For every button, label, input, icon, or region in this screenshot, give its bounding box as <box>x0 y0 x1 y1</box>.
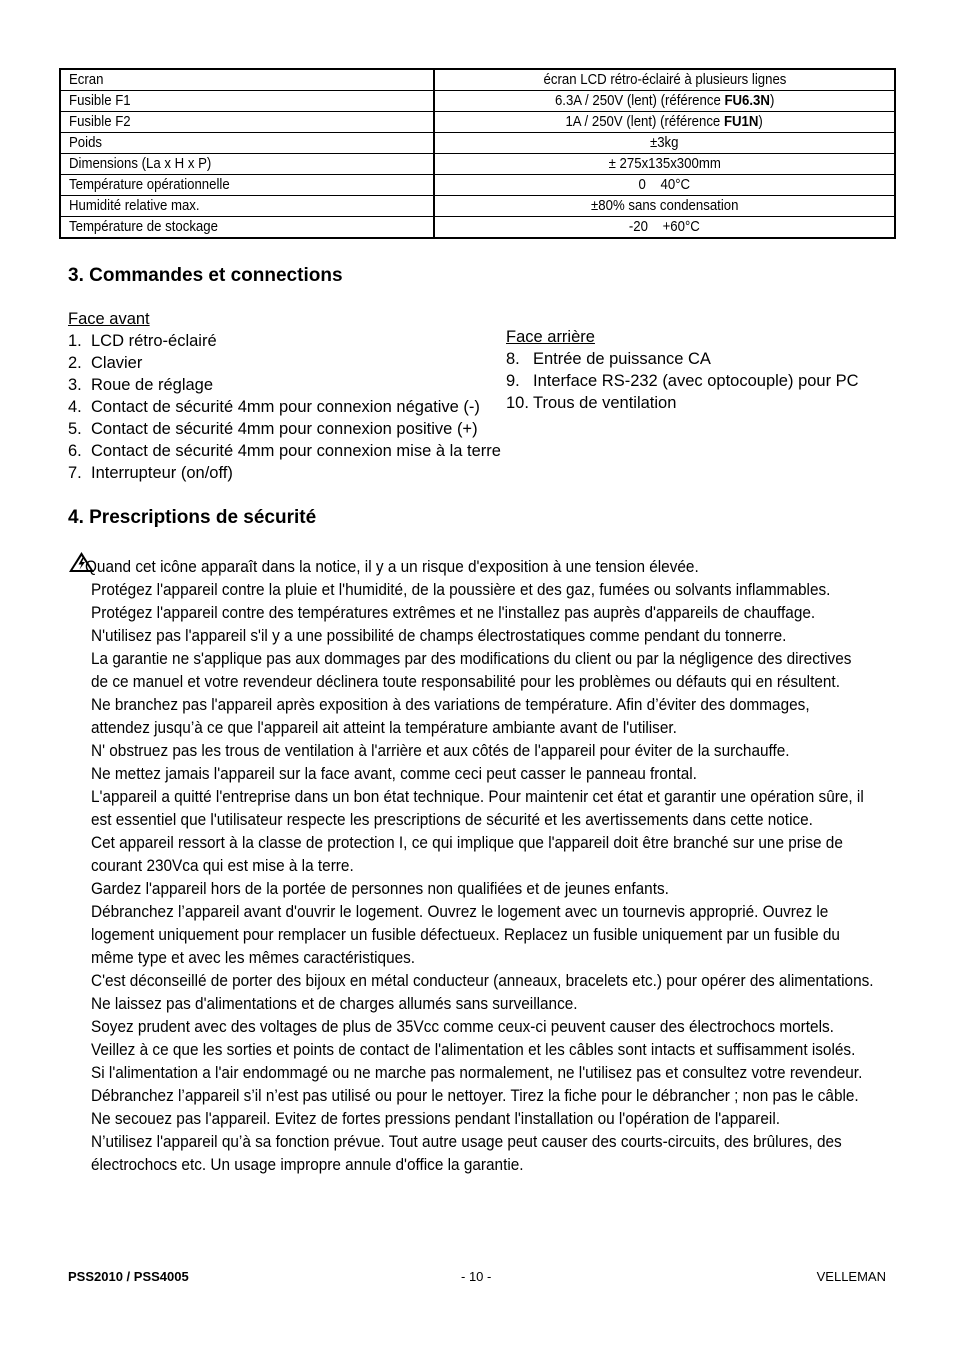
spec-value: ± 275x135x300mm <box>434 154 895 175</box>
safety-line: C'est déconseillé de porter des bijoux en métal conducteur (anneaux, bracelets etc.) pour opérer des alimentations. <box>91 972 874 990</box>
front-panel-list <box>68 308 501 484</box>
safety-line: est essentiel que l'utilisateur respecte les prescriptions de sécurité et les avertissements dans cette notice. <box>91 811 813 829</box>
safety-line: Quand cet icône apparaît dans la notice, il y a un risque d'exposition à une tension élevée. <box>85 558 699 576</box>
footer-model: PSS2010 / PSS4005 <box>68 1269 189 1284</box>
safety-line: N’utilisez l'appareil qu’à sa fonction prévue. Tout autre usage peut causer des courts-circuits, des brûlures, des <box>91 1133 842 1151</box>
safety-line: Ne laissez pas d'alimentations et de charges allumés sans surveillance. <box>91 995 578 1013</box>
list-item: 2. Clavier <box>68 354 143 372</box>
safety-line: Gardez l'appareil hors de la portée de personnes non qualifiées et de jeunes enfants. <box>91 880 669 898</box>
list-item: 7. Interrupteur (on/off) <box>68 464 233 482</box>
safety-line: Ne branchez pas l'appareil après exposition à des variations de température. Afin d’éviter des dommages, <box>91 696 810 714</box>
list-item: 10. Trous de ventilation <box>506 394 677 412</box>
footer-page-number: - 10 - <box>461 1269 492 1284</box>
safety-line: attendez jusqu’à ce que l'appareil ait atteint la température ambiante avant de l'utiliser. <box>91 719 677 737</box>
spec-value: ±80% sans condensation <box>434 196 895 217</box>
spec-label: Dimensions (La x H x P) <box>60 154 434 175</box>
spec-label: Température opérationnelle <box>60 175 434 196</box>
list-item: 8. Entrée de puissance CA <box>506 350 711 368</box>
safety-line: même type et avec les mêmes caractéristiques. <box>91 949 416 967</box>
list-item: 1. LCD rétro-éclairé <box>68 332 217 350</box>
safety-instructions <box>85 556 891 1177</box>
spec-row <box>60 91 895 112</box>
safety-line: logement uniquement pour remplacer un fusible défectueux. Replacez un fusible uniquement par un fusible du <box>91 926 840 944</box>
list-item: 5. Contact de sécurité 4mm pour connexion positive (+) <box>68 420 478 438</box>
safety-line: L'appareil a quitté l'entreprise dans un bon état technique. Pour maintenir cet état et garantir une opération sûre, il <box>91 788 864 806</box>
spec-row <box>60 196 895 217</box>
safety-line: électrochocs etc. Un usage impropre annule d'office la garantie. <box>91 1156 524 1174</box>
spec-label: Fusible F2 <box>60 112 434 133</box>
spec-value: ±3kg <box>434 133 895 154</box>
rear-panel-heading: Face arrière <box>506 328 595 346</box>
safety-line: Cet appareil ressort à la classe de protection I, ce qui implique que l'appareil doit être branché sur une prise de <box>91 834 843 852</box>
safety-line: courant 230Vca qui est mise à la terre. <box>91 857 354 875</box>
spec-label: Fusible F1 <box>60 91 434 112</box>
list-item: 9. Interface RS-232 (avec optocouple) pour PC <box>506 372 859 390</box>
safety-line: Soyez prudent avec des voltages de plus de 35Vcc comme ceux-ci peuvent causer des électrochocs mortels. <box>91 1018 834 1036</box>
spec-label: Température de stockage <box>60 217 434 239</box>
safety-line: Débranchez l’appareil s’il n’est pas utilisé ou pour le nettoyer. Tirez la fiche pour le débrancher ; non pas le câble. <box>91 1087 859 1105</box>
spec-value: écran LCD rétro-éclairé à plusieurs lignes <box>434 69 895 91</box>
footer-brand: VELLEMAN <box>816 1269 886 1284</box>
safety-line: Débranchez l’appareil avant d'ouvrir le logement. Ouvrez le logement avec un tournevis approprié. Ouvrez le <box>91 903 829 921</box>
spec-row <box>60 133 895 154</box>
safety-line: N' obstruez pas les trous de ventilation à l'arrière et aux côtés de l'appareil pour éviter de la surchauffe. <box>91 742 790 760</box>
spec-value: 1A / 250V (lent) (référence FU1N) <box>434 112 895 133</box>
spec-row <box>60 175 895 196</box>
list-item: 6. Contact de sécurité 4mm pour connexion mise à la terre <box>68 442 501 460</box>
safety-line: de ce manuel et votre revendeur déclinera toute responsabilité pour les problèmes ou défauts qui en résultent. <box>91 673 840 691</box>
spec-value: 0 40°C <box>434 175 895 196</box>
safety-line: Veillez à ce que les sorties et points de contact de l'alimentation et les câbles sont intacts et suffisamment isolés. <box>91 1041 856 1059</box>
spec-row <box>60 69 895 91</box>
safety-line: Ne secouez pas l'appareil. Evitez de fortes pressions pendant l'installation ou l'opération de l'appareil. <box>91 1110 781 1128</box>
spec-row <box>60 217 895 239</box>
spec-label: Ecran <box>60 69 434 91</box>
front-panel-heading: Face avant <box>68 310 150 328</box>
rear-panel-list <box>506 326 859 414</box>
specifications-table <box>59 68 896 239</box>
safety-line: N'utilisez pas l'appareil s'il y a une possibilité de champs électrostatiques comme pendant du tonnerre. <box>91 627 787 645</box>
safety-line: Ne mettez jamais l'appareil sur la face avant, comme ceci peut casser le panneau frontal. <box>91 765 697 783</box>
list-item: 4. Contact de sécurité 4mm pour connexion négative (-) <box>68 398 480 416</box>
section-4-title: 4. Prescriptions de sécurité <box>68 507 317 528</box>
spec-row <box>60 154 895 175</box>
spec-value: 6.3A / 250V (lent) (référence FU6.3N) <box>434 91 895 112</box>
safety-line: Protégez l'appareil contre la pluie et l'humidité, de la poussière et des gaz, fumées ou solvants inflammables. <box>91 581 831 599</box>
spec-value: -20 +60°C <box>434 217 895 239</box>
safety-line: La garantie ne s'applique pas aux dommages par des modifications du client ou par la négligence des directives <box>91 650 852 668</box>
spec-row <box>60 112 895 133</box>
spec-label: Poids <box>60 133 434 154</box>
safety-line: Protégez l'appareil contre des températures extrêmes et ne l'installez pas auprès d'appareils de chauffage. <box>91 604 816 622</box>
safety-line: Si l'alimentation a l'air endommagé ou ne marche pas normalement, ne l'utilisez pas et consultez votre revendeur. <box>91 1064 863 1082</box>
spec-label: Humidité relative max. <box>60 196 434 217</box>
section-3-title: 3. Commandes et connections <box>68 265 343 286</box>
list-item: 3. Roue de réglage <box>68 376 214 394</box>
